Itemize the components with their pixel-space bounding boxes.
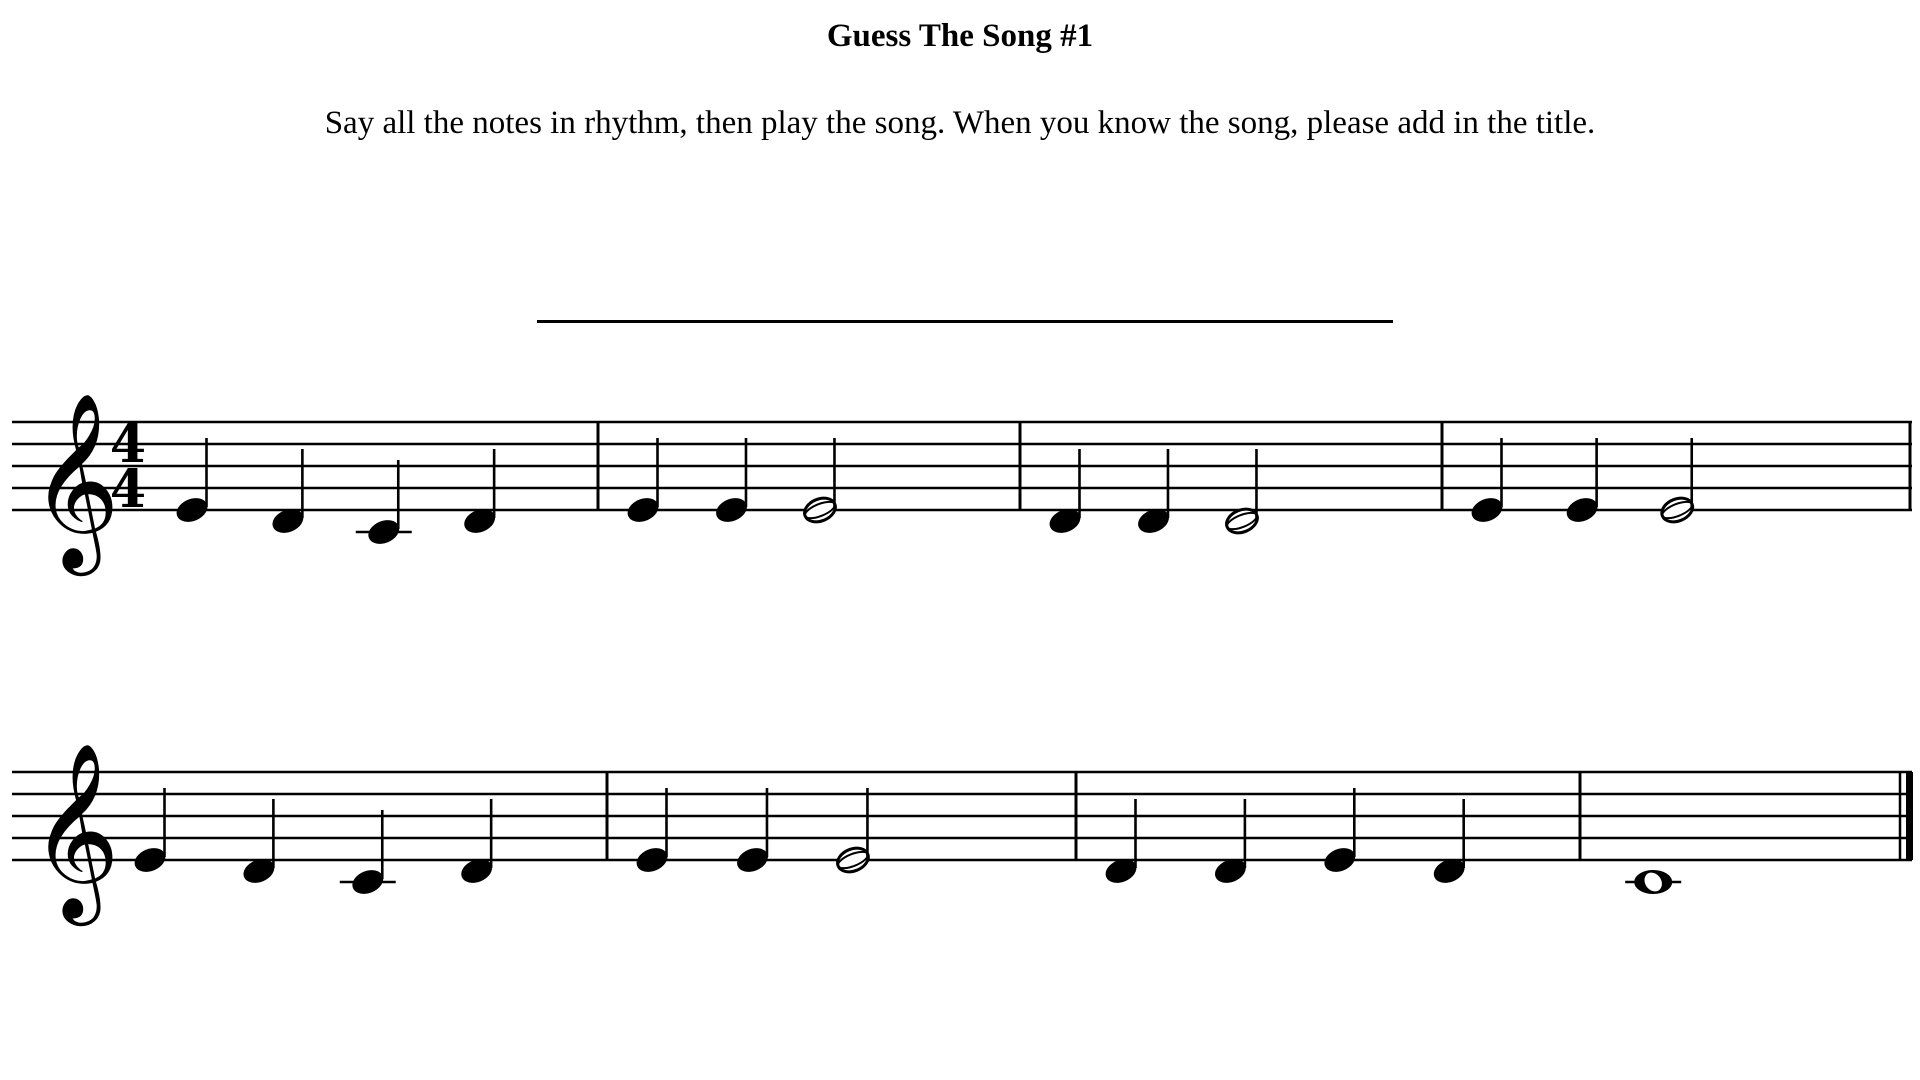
note-e4-quarter [734,788,772,876]
staff-system-2 [12,741,1913,926]
note-e4-quarter [131,788,169,876]
note-d4-quarter [1046,449,1084,537]
note-e4-quarter [173,438,211,526]
treble-clef-icon: 𝄞 [30,391,120,568]
final-barline-thick [1906,772,1913,860]
treble-clef-icon: 𝄞 [30,741,120,918]
note-e4-half [834,788,872,876]
note-d4-quarter [1211,799,1249,887]
note-c4-quarter [356,460,412,548]
note-d4-quarter [1430,799,1468,887]
note-e4-quarter [1468,438,1506,526]
staff-system-1 [12,391,1912,576]
note-d4-quarter [1102,799,1140,887]
note-e4-quarter [713,438,751,526]
note-d4-quarter [461,449,499,537]
worksheet-instructions: Say all the notes in rhythm, then play the song. When you know the song, please add in the title. [324,105,1596,141]
note-e4-half [1658,438,1696,526]
note-c4-whole [1625,869,1681,895]
note-d4-quarter [269,449,307,537]
note-e4-half [801,438,839,526]
note-d4-quarter [1135,449,1173,537]
note-d4-quarter [240,799,278,887]
worksheet-title: Guess The Song #1 [826,18,1094,54]
time-signature-unit: 4 [109,459,147,520]
note-d4-quarter [458,799,496,887]
note-e4-quarter [1563,438,1601,526]
time-signature-beats: 4 [109,414,147,475]
note-e4-quarter [624,438,662,526]
note-e4-quarter [1321,788,1359,876]
note-d4-half [1223,449,1261,537]
note-c4-quarter [340,810,396,898]
note-e4-quarter [633,788,671,876]
